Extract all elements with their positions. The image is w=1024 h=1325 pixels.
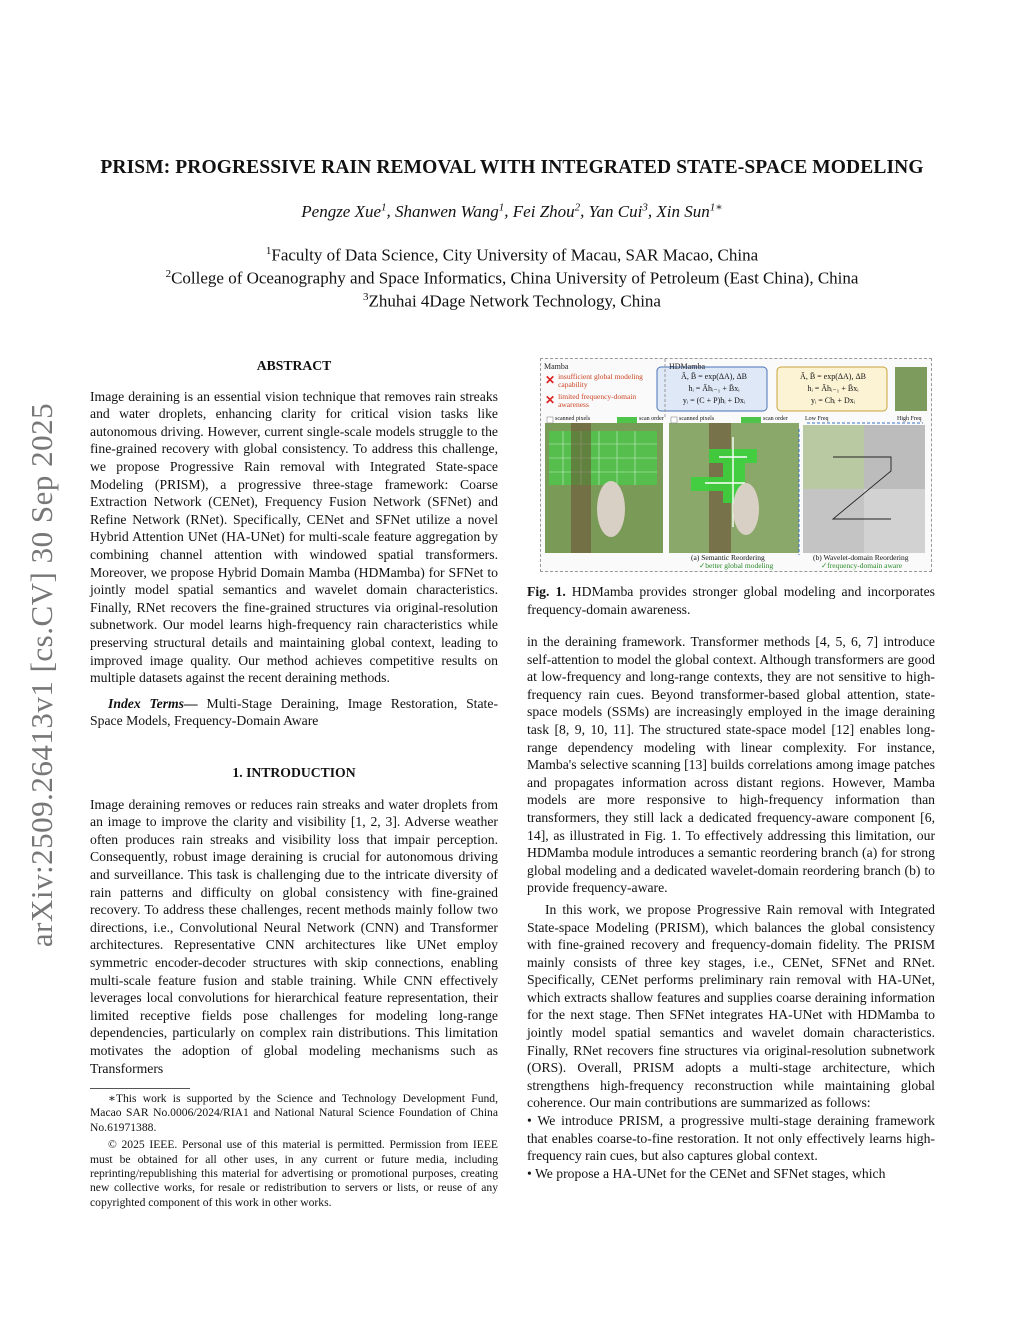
panel-mamba-title: Mamba — [544, 362, 569, 371]
legend-scan-order-b: scan order — [763, 416, 788, 422]
intro-paragraph-2: in the deraining framework. Transformer methods [4, 5, 6, 7] introduce self-attention to model the global context. Although transformers are good at low-frequency and long-range contexts, they are not sensitive to high-frequency rain cues. Beyond transformer-based global attention, state-space models (SSMs) are increasingly employed in the image deraining task [8, 9, 10, 11]. The structured state-space model [12] enables long-range dependency modeling with linear complexity. For instance, Mamba's selective scanning [13] builds correlations among image patches and propagates information across distant regions. However, Mamba models are more responsive to high-frequency information than transformers, they still lack a dedicated frequency-aware component [6, 14], as illustrated in Fig. 1. To effectively addressing this limitation, our HDMamba module introduces a semantic reordering branch (a) for strong global modeling and a dedicated wavelet-domain reordering branch (b) to provide frequency-aware. — [527, 634, 935, 896]
figure-1-caption: Fig. 1. HDMamba provides stronger global modeling and incorporates frequency-domain awareness. — [527, 584, 935, 617]
intro-continued — [527, 633, 935, 1182]
legend-scanned-pixels-b: scanned pixels — [679, 416, 715, 422]
label-wavelet-note: ✓frequency-domain aware — [821, 561, 903, 570]
author: Pengze Xue$^1$ — [301, 201, 387, 221]
footnotes — [90, 1092, 498, 1210]
contribution-1: • We introduce PRISM, a progressive multi-stage deraining framework that enables coarse-to-fine restoration. It not only effectively learns high-frequency rain cues, but also captures global context. — [527, 1113, 935, 1164]
author: Shanwen Wang$^1$ — [395, 201, 505, 221]
cross-icon: ✕ — [545, 393, 556, 407]
affiliation-3: $^3$Zhuhai 4Dage Network Technology, China — [363, 291, 661, 311]
legend-scanned-pixels: scanned pixels — [555, 416, 591, 422]
equation-a: Ā, B̄ = exp(ΔA), ΔB hᵢ = Āhᵢ₋₁ + B̄xᵢ yᵢ = (C + P)hᵢ + Dxᵢ — [681, 372, 747, 405]
footnote-rule — [90, 1088, 190, 1089]
author-list: Pengze Xue$^1$, Shanwen Wang$^1$, Fei Zhou$^2$, Yan Cui$^3$, Xin Sun$^{1∗}$ — [301, 201, 723, 221]
footnote-funding: ∗This work is supported by the Science and Technology Development Fund, Macao SAR No.0006/2024/RIA1 and National Natural Science Foundation of China No.61971388. — [90, 1092, 498, 1134]
abstract-section — [90, 357, 498, 730]
label-semantic-note: ✓better global modeling — [699, 561, 774, 570]
intro-paragraph-1: Image deraining removes or reduces rain streaks and water droplets from an image to improve the clarity and visibility [1, 2, 3]. Adverse weather often produces rain streaks and visibility loss that impair perception. Consequently, robust image deraining is crucial for autonomous driving and surveillance. This task is challenging due to the intricate diversity of rain patterns and difficulty on global consistency with fine-grained recovery. To address these challenges, recent methods mainly follow two directions, i.e., Convolutional Neural Network (CNN) and Transformer architectures. Representative CNN architectures like UNet employ symmetric encoder-decoder structures with skip connections, enabling multi-scale feature fusion and stable training. While CNN effectively leverages local convolutions for hierarchical feature representation, their limited receptive fields pose challenges for modeling long-range dependencies, particularly on complex rain distributions. This limitation motivates the adoption of global modeling mechanisms such as Transformers — [90, 796, 498, 1076]
paper-title: PRISM: PROGRESSIVE RAIN REMOVAL WITH INTEGRATED STATE-SPACE MODELING — [100, 157, 924, 178]
author: Yan Cui$^3$ — [588, 201, 648, 221]
introduction-section — [90, 764, 498, 1077]
arxiv-stamp-text: arXiv:2509.26413v1 [cs.CV] 30 Sep 2025 — [24, 402, 59, 948]
affiliation-1: $^1$Faculty of Data Science, City University of Macau, SAR Macao, China — [265, 245, 759, 265]
legend-scan-order: scan order — [639, 416, 664, 422]
creature — [597, 481, 625, 537]
issue-frequency: limited frequency-domain awareness — [558, 392, 637, 409]
author: Xin Sun$^{1∗}$ — [656, 201, 723, 221]
abstract-heading: ABSTRACT — [256, 358, 332, 373]
author: Fei Zhou$^2$ — [512, 201, 581, 221]
label-wavelet: (b) Wavelet-domain Reordering — [813, 553, 909, 562]
thumbnail — [895, 367, 927, 411]
intro-heading: 1. INTRODUCTION — [232, 765, 356, 780]
intro-paragraph-3: In this work, we propose Progressive Rain removal with Integrated State-space Modeling (PRISM), which balances the global consistency with fine-grained recovery and frequency-domain fidelity. The PRISM mainly consists of three key stages, i.e., CENet, SFNet and RNet. Specifically, CENet performs preliminary rain removal with HA-UNet, which extracts shallow features and supplies coarse deraining information for the next stage. Then SFNet integrates HA-UNet with HDMamba to jointly model spatial semantics and wavelet domain characteristics. Finally, RNet recovers fine structures via original-resolution subnetwork (ORS). Overall, PRISM adopts a multi-stage architecture, which strengthens high-frequency reconstruction while maintaining global coherence. Our main contributions are summarized as follows: — [527, 901, 935, 1111]
figure-1 — [540, 358, 932, 572]
label-semantic: (a) Semantic Reordering — [691, 553, 765, 562]
affiliation-2: $^2$College of Oceanography and Space Informatics, China University of Petroleum (East China), China — [165, 268, 859, 288]
arxiv-stamp — [12, 370, 72, 980]
footnote-copyright: © 2025 IEEE. Personal use of this material is permitted. Permission from IEEE must be obtained for all other uses, in any current or future media, including reprinting/republishing this material for advertising or promotional purposes, creating new collective works, for resale or redistribution to servers or lists, or reuse of any copyrighted component of this work in other works. — [90, 1138, 498, 1209]
equation-b: Ā, B̄ = exp(ΔA), ΔB hᵢ = Āhᵢ₋₁ + B̄xᵢ yᵢ = Chᵢ + Dxᵢ — [800, 372, 866, 405]
abstract-text: Image deraining is an essential vision technique that removes rain streaks and water droplets, enhancing clarity for critical vision tasks like autonomous driving. However, current single-scale models struggle to the fine-grained recovery with global consistency. To address this challenge, we propose Progressive Rain removal with Integrated State-space Modeling (PRISM), a progressive three-stage framework: Coarse Extraction Network (CENet), Frequency Fusion Network (SFNet) and Refine Network (RNet). Specifically, CENet and SFNet utilize a novel Hybrid Attention UNet (HA-UNet) for multi-scale feature aggregation by combining channel attention with windowed spatial transformers. Moreover, we propose Hybrid Domain Mamba (HDMamba) for SFNet to jointly model spatial semantics and wavelet domain characteristics. Finally, RNet recovers the fine-grained structures via original-resolution subnetwork. Our model learns high-frequency rain characteristics while preserving structural details and maintaining global context, leading to improved image quality. Our method achieves competitive results on multiple datasets against the recent deraining methods. — [90, 388, 498, 686]
cross-icon: ✕ — [545, 373, 556, 387]
index-terms: Index Terms— Multi-Stage Deraining, Image Restoration, State-Space Models, Frequency-Domain Aware — [90, 695, 498, 729]
contribution-2: • We propose a HA-UNet for the CENet and SFNet stages, which — [527, 1165, 886, 1181]
panel-hdmamba-title: HDMamba — [669, 362, 705, 371]
low-freq-label: Low Freq — [805, 416, 829, 422]
issue-list — [545, 373, 663, 409]
high-freq-label: High Freq — [897, 416, 922, 422]
issue-global: insufficient global modeling capability — [558, 372, 643, 389]
